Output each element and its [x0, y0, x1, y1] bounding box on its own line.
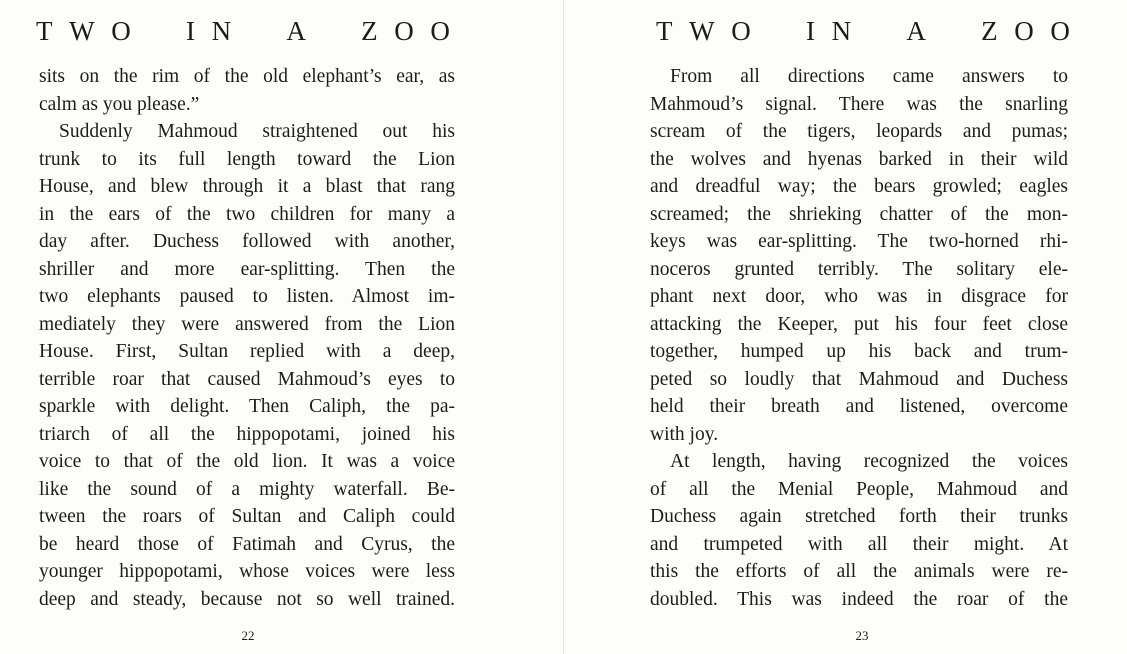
- text-line: day after. Duchess followed with another,: [39, 231, 455, 252]
- header-letter: A: [286, 16, 306, 46]
- header-letter: N: [831, 16, 852, 46]
- text-line: peted so loudly that Mahmoud and Duchess: [650, 368, 1068, 390]
- header-letter: I: [185, 16, 195, 46]
- text-line: and dreadful way; the bears growled; eagles: [650, 176, 1068, 197]
- text-line: terrible roar that caused Mahmoud’s eyes to: [39, 368, 455, 390]
- header-letter: O: [1014, 16, 1034, 46]
- text-line: held their breath and listened, overcome: [650, 396, 1068, 417]
- text-line: From all directions came answers to: [670, 66, 1068, 87]
- text-line: phant next door, who was in disgrace for: [650, 286, 1068, 307]
- text-line: House, and blew through it a blast that rang: [39, 176, 455, 197]
- text-line: be heard those of Fatimah and Cyrus, the: [39, 533, 455, 555]
- page-number: 22: [241, 628, 255, 643]
- header-letter: O: [111, 16, 131, 46]
- header-letter: N: [211, 16, 232, 46]
- text-line: deep and steady, because not so well trained.: [39, 588, 455, 610]
- right-page: [564, 0, 1127, 654]
- text-line: calm as you please.”: [39, 93, 200, 115]
- text-line: shriller and more ear-splitting. Then the: [39, 258, 455, 280]
- left-page: [0, 0, 563, 654]
- header-letter: W: [69, 16, 95, 46]
- text-line: triarch of all the hippopotami, joined his: [39, 423, 455, 445]
- text-line: mediately they were answered from the Lion: [39, 313, 455, 335]
- header-letter: Z: [981, 16, 998, 46]
- text-line: attacking the Keeper, put his four feet close: [650, 313, 1068, 335]
- text-line: trunk to its full length toward the Lion: [39, 148, 455, 170]
- text-line: in the ears of the two children for many a: [39, 203, 455, 225]
- text-line: the wolves and hyenas barked in their wild: [650, 148, 1068, 170]
- header-letter: W: [689, 16, 715, 46]
- text-line: doubled. This was indeed the roar of the: [650, 588, 1068, 610]
- text-line: noceros grunted terribly. The solitary ele-: [650, 258, 1068, 280]
- text-line: together, humped up his back and trum-: [650, 341, 1068, 362]
- text-line: At length, having recognized the voices: [670, 451, 1068, 472]
- header-letter: O: [394, 16, 414, 46]
- page-number: 23: [855, 628, 869, 643]
- body-text: [39, 63, 455, 613]
- text-line: House. First, Sultan replied with a deep,: [39, 341, 455, 362]
- header-letter: T: [656, 16, 673, 46]
- header-letter: O: [430, 16, 450, 46]
- header-letter: O: [1050, 16, 1070, 46]
- text-line: Mahmoud’s signal. There was the snarling: [650, 93, 1068, 115]
- text-line: keys was ear-splitting. The two-horned rhi-: [650, 231, 1068, 252]
- header-letter: I: [805, 16, 815, 46]
- text-line: Duchess again stretched forth their trunks: [650, 506, 1068, 527]
- text-line: and trumpeted with all their might. At: [650, 533, 1068, 555]
- text-line: sits on the rim of the old elephant’s ear, as: [39, 66, 455, 87]
- header-letter: O: [731, 16, 751, 46]
- text-line: like the sound of a mighty waterfall. Be-: [39, 478, 455, 500]
- text-line: two elephants paused to listen. Almost im-: [39, 286, 455, 307]
- text-line: screamed; the shrieking chatter of the mon-: [650, 203, 1068, 225]
- body-text: [650, 63, 1068, 613]
- text-line: this the efforts of all the animals were re-: [650, 561, 1068, 582]
- header-letter: Z: [361, 16, 378, 46]
- text-line: younger hippopotami, whose voices were less: [39, 561, 455, 582]
- running-header: [656, 14, 1070, 48]
- text-line: Suddenly Mahmoud straightened out his: [59, 121, 455, 142]
- header-letter: A: [906, 16, 926, 46]
- text-line: scream of the tigers, leopards and pumas;: [650, 121, 1068, 142]
- text-line: of all the Menial People, Mahmoud and: [650, 478, 1068, 500]
- running-header: [36, 14, 450, 48]
- text-line: with joy.: [650, 423, 719, 445]
- text-line: sparkle with delight. Then Caliph, the pa-: [39, 396, 455, 417]
- header-letter: T: [36, 16, 53, 46]
- text-line: tween the roars of Sultan and Caliph could: [39, 506, 455, 527]
- text-line: voice to that of the old lion. It was a voice: [39, 451, 455, 472]
